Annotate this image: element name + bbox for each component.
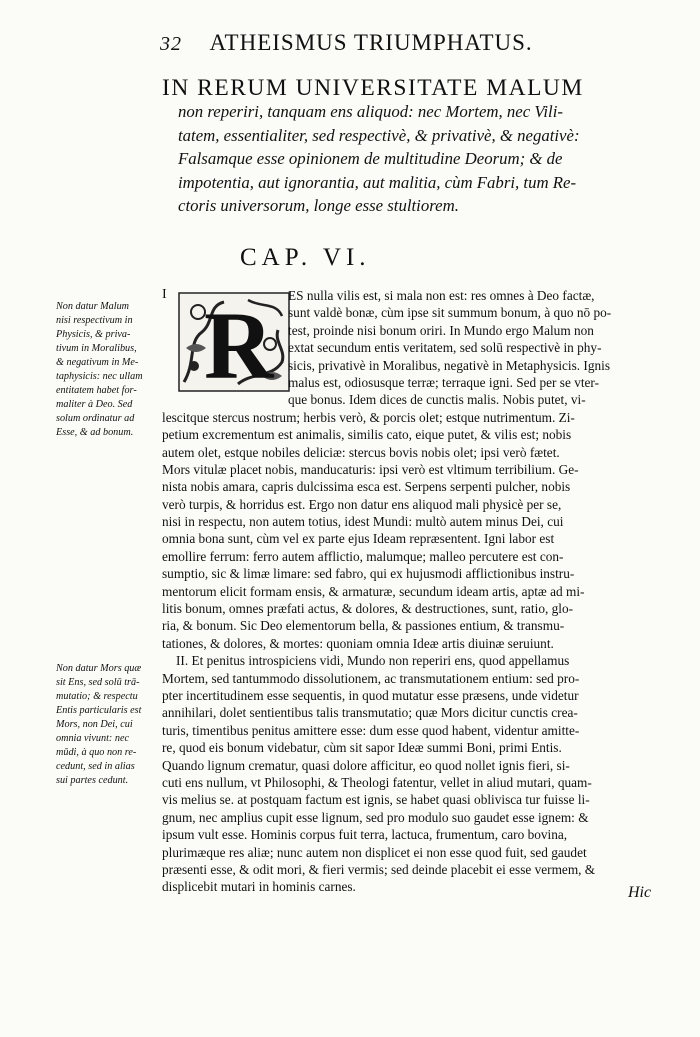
text-line: II. Et penitus introspiciens vidi, Mundo non reperiri ens, quod appellamus [176, 653, 570, 669]
margin-note-malum [56, 300, 156, 440]
margin-note-line: taphysicis: nec ullam [56, 371, 143, 382]
text-line: verò turpis, & horridus est. Ergo non datur ens aliquod mali physicè per se, [162, 496, 562, 512]
margin-note-line: sit Ens, sed solū trā- [56, 677, 140, 688]
text-line: plurimæque res aliæ; nunc autem non displicet ei non esse quod fuit, sed gaudet [162, 844, 587, 860]
text-line: cuti ens nullum, vt Philosophi, & Theologi fatentur, vellet in aliud mutari, quam- [162, 774, 592, 790]
text-line: mentorum elicit formam ensis, & armaturæ, secundum ideam artis, aptæ ad mi- [162, 583, 585, 599]
margin-note-line: Esse, & ad bonum. [56, 427, 134, 438]
chapter-heading: IN RERUM UNIVERSITATE MALUM [162, 75, 584, 101]
text-line: sumptio, sic & limæ limare: sed fabro, qui ex hujusmodi afflictionibus instru- [162, 566, 575, 582]
text-line: emollire ferrum: ferro autem afflictio, malumque; malleo percutere est con- [162, 548, 564, 564]
margin-note-mors [56, 662, 156, 788]
margin-note-line: Non datur Malum [56, 301, 130, 312]
text-line: sunt valdè bonæ, cùm ipse sit summum bonum, à quo nō po- [288, 305, 612, 321]
text-line: litis bonum, omnes præfati actus, & dolores, & destructiones, sunt, ratio, glo- [162, 601, 574, 617]
margin-note-line: cedunt, sed in alias [56, 761, 135, 772]
text-line: test, proinde nisi bonum oriri. In Mundo ergo Malum non [288, 322, 594, 338]
text-line: pter incertitudinem esse sequentis, in quod mutatur esse præsens, unde videtur [162, 687, 579, 703]
text-line: gnum, nec amplius cupit esse lignum, sed pro modulo suo gaudet esse ignem: & [162, 809, 589, 825]
text-line: Mors vitulæ placet nobis, manducaturis: ipsi verò est vltimum terribilium. Ge- [162, 461, 579, 477]
margin-note-line: tivum in Moralibus, [56, 343, 137, 354]
margin-note-line: Non datur Mors quæ [56, 663, 142, 674]
margin-note-line: solum ordinatur ad [56, 413, 135, 424]
text-line: ES nulla vilis est, si mala non est: res omnes à Deo factæ, [288, 288, 595, 303]
page-number: 32 [160, 33, 182, 55]
drop-cap-letter: R [204, 292, 274, 392]
text-line: nisi in respectu, non autem totius, idest Mundi: multò autem minus Dei, cui [162, 514, 564, 530]
text-line: ipsum vult esse. Hominis corpus fuit terra, lactuca, frumentum, caro bovina, [162, 827, 568, 843]
text-line: nista nobis amara, capris dulcissima esca est. Serpens serpenti pulcher, nobis [162, 479, 571, 495]
running-header [160, 30, 620, 56]
catchword: Hic [628, 884, 652, 901]
summary-line: non reperiri, tanquam ens aliquod: nec Mortem, nec Vili- [178, 102, 563, 121]
margin-note-line: Entis particularis est [56, 705, 142, 716]
margin-note-line: sui partes cedunt. [56, 775, 129, 786]
text-line: præsenti esse, & odit mori, & fieri vermis; sed deinde placebit ei esse vermem, & [162, 861, 596, 877]
chapter-number: CAP. VI. [240, 244, 371, 271]
summary-line: ctoris universorum, longe esse stultiorem. [178, 196, 459, 215]
margin-note-line: mūdi, à quo non re- [56, 747, 137, 758]
summary-line: Falsamque esse opinionem de multitudine Deorum; & de [178, 149, 563, 168]
text-line: tationes, & dolores, & mortes: quoniam omnia Ideæ artis diuinæ seruiunt. [162, 635, 554, 651]
text-line: omnia bona sunt, cùm vel ex parte ejus Ideam repræsentent. Igni labor est [162, 531, 555, 547]
text-line: autem olet, estque nobiles deliciæ: stercus bovis nobis olet; ipsi verò fætet. [162, 444, 560, 460]
margin-note-line: omnia vivunt: nec [56, 733, 129, 744]
running-title: ATHEISMUS TRIUMPHATUS. [209, 30, 533, 55]
text-line: sicis, privativè in Moralibus, negativè in Metaphysicis. Ignis [288, 357, 611, 373]
margin-note-line: Mors, non Dei, cui [56, 719, 133, 730]
text-line: lescitque stercus nostrum; herbis verò, & porcis olet; estque nutrimentum. Zi- [162, 409, 575, 425]
text-line: que bonus. Idem dices de cunctis malis. Nobis putet, vi- [288, 392, 586, 408]
text-line: Mortem, sed tantummodo dissolutionem, ac transmutationem entium: sed pro- [162, 670, 580, 686]
text-line: re, quod eis bonum videbatur, cùm sit sapor Ideæ summi Boni, primi Entis. [162, 740, 562, 756]
margin-note-line: maliter à Deo. Sed [56, 399, 133, 410]
text-line: turis, timentibus penitus amittere esse: dum esse quod habent, videntur amitte- [162, 722, 580, 738]
text-line: displicebit mutari in hominis carnes. [162, 879, 356, 895]
text-line: ria, & bonum. Sic Deo elementorum bella, & passiones entium, & transmu- [162, 618, 565, 634]
summary-line: tatem, essentialiter, sed respectivè, & privativè, & negativè: [178, 125, 580, 145]
text-line: malus est, odiosusque terræ; terraque igni. Sed per se vter- [288, 374, 600, 390]
summary-line: impotentia, aut ignorantia, aut malitia, cùm Fabri, tum Re- [178, 172, 577, 192]
text-line: vis melius se. at postquam factum est ignis, se habet quasi oblivisca tur fuisse li- [162, 792, 590, 808]
text-line: annihilari, dolet sentientibus talis transmutatio; quæ Mors dicitur cunctis crea- [162, 705, 578, 721]
text-line: petium excrementum est animalis, similis cato, eique putet, & vilis est; nobis [162, 427, 572, 443]
margin-note-line: & negativum in Me- [56, 357, 139, 368]
body-text [162, 287, 672, 896]
margin-note-line: entitatem habet for- [56, 385, 137, 396]
margin-note-line: nisi respectivum in [56, 315, 133, 326]
drop-cap-prefix: I [162, 287, 167, 302]
text-line: Quando lignum crematur, quasi dolore afficitur, eo quod nollet ignis fieri, si- [162, 757, 570, 773]
chapter-summary [178, 100, 678, 218]
margin-note-line: Physicis, & priva- [56, 329, 131, 340]
text-line: extat secundum entis veritatem, sed solū respectivè in phy- [288, 340, 602, 356]
margin-note-line: mutatio; & respectu [56, 691, 138, 702]
